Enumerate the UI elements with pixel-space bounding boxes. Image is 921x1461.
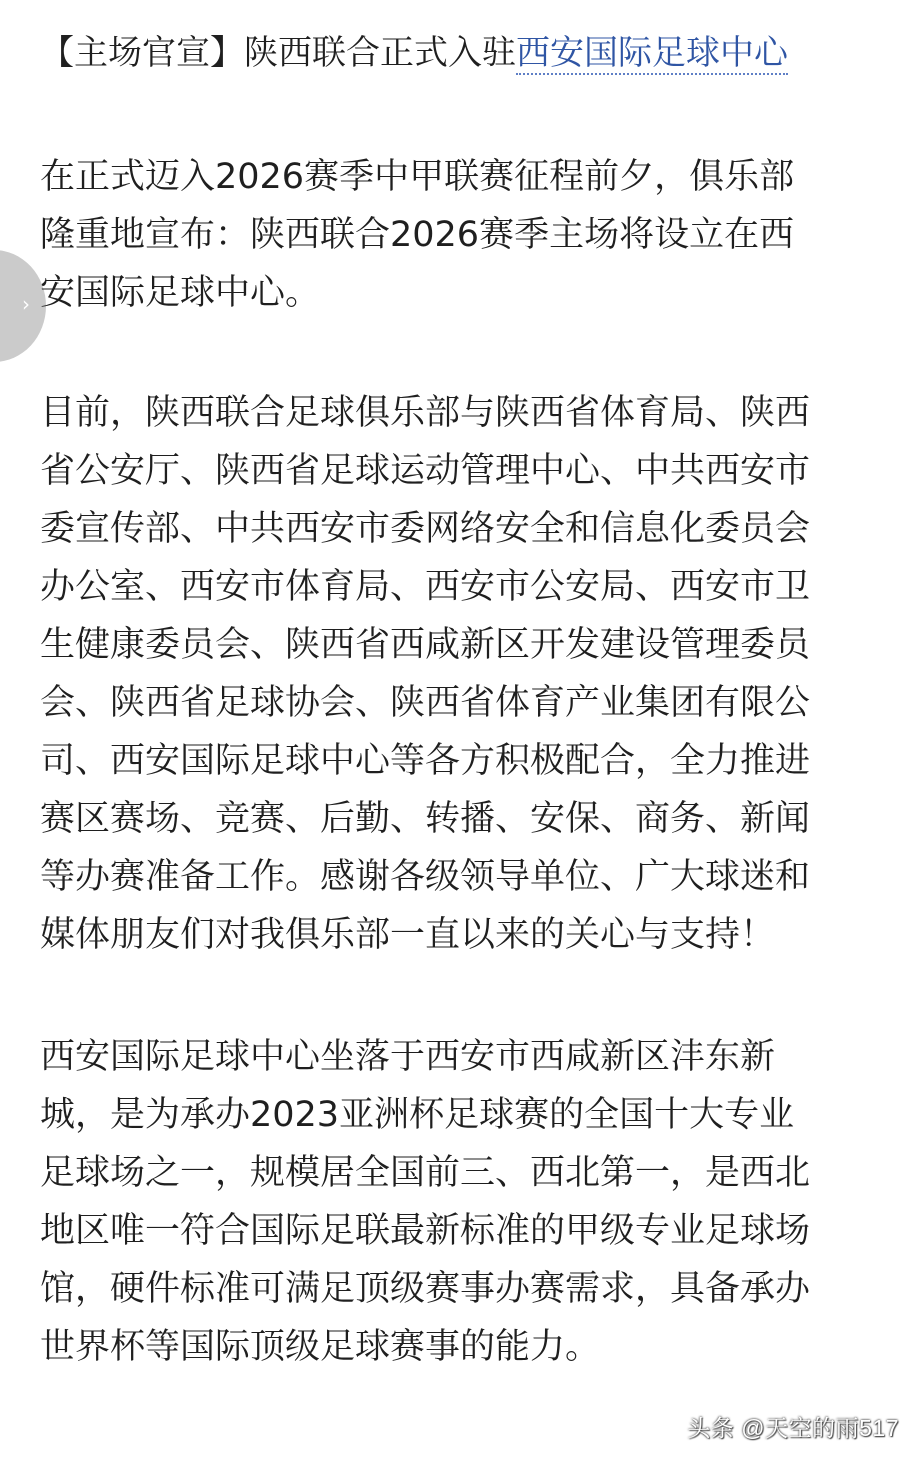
paragraph-line: 办公室、西安市体育局、西安市公安局、西安市卫 — [40, 567, 811, 607]
paragraph-line: 地区唯一符合国际足联最新标准的甲级专业足球场 — [40, 1211, 811, 1251]
article-title — [40, 22, 885, 84]
article-body — [40, 22, 885, 1376]
paragraph-line: 司、西安国际足球中心等各方积极配合，全力推进 — [40, 741, 811, 781]
paragraph-announcement — [40, 148, 885, 322]
paragraph-line: 隆重地宣布：陕西联合2026赛季主场将设立在西 — [40, 215, 795, 255]
source-watermark: 头条 @天空的雨517 — [687, 1415, 899, 1441]
paragraph-line: 生健康委员会、陕西省西咸新区开发建设管理委员 — [40, 625, 811, 665]
paragraph-partners — [40, 384, 885, 964]
paragraph-line: 等办赛准备工作。感谢各级领导单位、广大球迷和 — [40, 857, 811, 897]
chevron-right-icon: › — [22, 292, 30, 316]
paragraph-line: 足球场之一，规模居全国前三、西北第一，是西北 — [40, 1153, 811, 1193]
paragraph-line: 委宣传部、中共西安市委网络安全和信息化委员会 — [40, 509, 811, 549]
paragraph-line: 在正式迈入2026赛季中甲联赛征程前夕，俱乐部 — [40, 157, 795, 197]
paragraph-line: 安国际足球中心。 — [40, 273, 321, 313]
paragraph-line: 馆，硬件标准可满足顶级赛事办赛需求，具备承办 — [40, 1269, 811, 1309]
paragraph-line: 会、陕西省足球协会、陕西省体育产业集团有限公 — [40, 683, 811, 723]
paragraph-line: 省公安厅、陕西省足球运动管理中心、中共西安市 — [40, 451, 811, 491]
paragraph-line: 目前，陕西联合足球俱乐部与陕西省体育局、陕西 — [40, 393, 811, 433]
paragraph-line: 媒体朋友们对我俱乐部一直以来的关心与支持！ — [40, 915, 776, 955]
paragraph-line: 西安国际足球中心坐落于西安市西咸新区沣东新 — [40, 1037, 776, 1077]
paragraph-line: 赛区赛场、竞赛、后勤、转播、安保、商务、新闻 — [40, 799, 811, 839]
paragraph-stadium-intro — [40, 1028, 885, 1376]
stadium-link[interactable]: 西安国际足球中心 — [516, 33, 788, 73]
paragraph-line: 城，是为承办2023亚洲杯足球赛的全国十大专业 — [40, 1095, 795, 1135]
paragraph-line: 世界杯等国际顶级足球赛事的能力。 — [40, 1327, 601, 1367]
title-prefix: 【主场官宣】陕西联合正式入驻 — [40, 33, 516, 73]
